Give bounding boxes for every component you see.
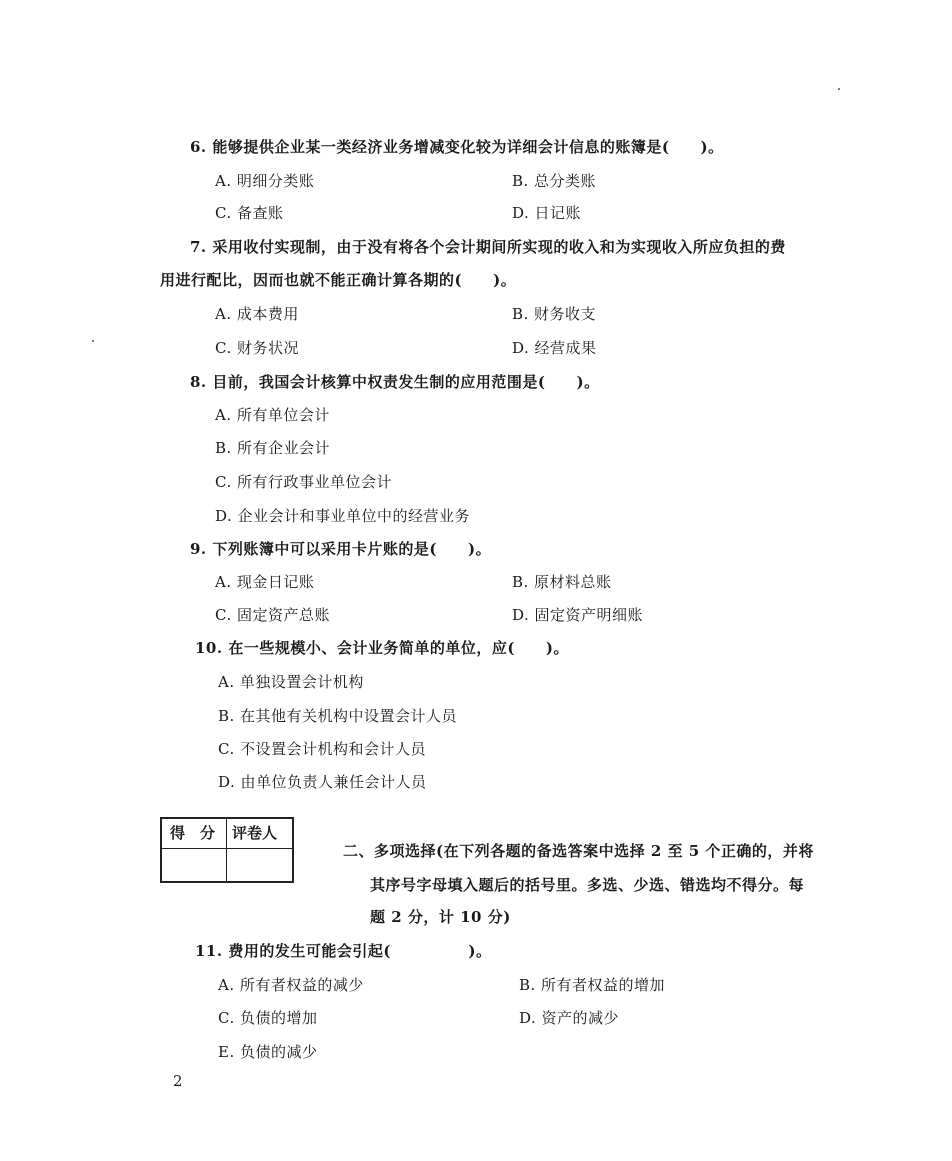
question-9-option-a: A. 现金日记账 bbox=[215, 573, 315, 591]
question-6-option-b: B. 总分类账 bbox=[512, 172, 597, 190]
question-8-option-b: B. 所有企业会计 bbox=[215, 439, 331, 457]
question-10-option-a: A. 单独设置会计机构 bbox=[218, 673, 364, 691]
question-9-option-b: B. 原材料总账 bbox=[512, 573, 612, 591]
question-7-option-d: D. 经营成果 bbox=[512, 339, 597, 357]
question-8-option-c: C. 所有行政事业单位会计 bbox=[215, 473, 392, 491]
question-11-option-e: E. 负债的减少 bbox=[218, 1043, 318, 1061]
question-9-option-d: D. 固定资产明细账 bbox=[512, 606, 644, 624]
page-number: 2 bbox=[173, 1072, 183, 1090]
question-7-stem-line2: 用进行配比，因而也就不能正确计算各期的( )。 bbox=[160, 271, 517, 289]
section-2-title-line2: 其序号字母填入题后的括号里。多选、少选、错选均不得分。每 bbox=[370, 876, 805, 894]
question-10-option-c: C. 不设置会计机构和会计人员 bbox=[218, 740, 426, 758]
question-7-option-b: B. 财务收支 bbox=[512, 305, 597, 323]
question-6-option-c: C. 备查账 bbox=[215, 204, 284, 222]
question-11-option-c: C. 负债的增加 bbox=[218, 1009, 318, 1027]
question-6-option-d: D. 日记账 bbox=[512, 204, 582, 222]
section-2-title-line1: 二、多项选择(在下列各题的备选答案中选择 2 至 5 个正确的，并将 bbox=[343, 842, 814, 860]
question-11-option-a: A. 所有者权益的减少 bbox=[218, 976, 364, 994]
question-8-option-d: D. 企业会计和事业单位中的经营业务 bbox=[215, 507, 471, 525]
question-10-option-b: B. 在其他有关机构中设置会计人员 bbox=[218, 707, 458, 725]
score-label: 得 分 bbox=[170, 824, 216, 842]
question-7-option-c: C. 财务状况 bbox=[215, 339, 299, 357]
question-11-option-d: D. 资产的减少 bbox=[519, 1009, 620, 1027]
scan-speck bbox=[92, 340, 94, 342]
question-7-option-a: A. 成本费用 bbox=[215, 305, 299, 323]
question-11-stem: 11. 费用的发生可能会引起( )。 bbox=[195, 942, 492, 960]
scan-speck bbox=[838, 88, 840, 90]
question-10-option-d: D. 由单位负责人兼任会计人员 bbox=[218, 773, 427, 791]
score-table-divider bbox=[162, 848, 292, 849]
question-8-stem: 8. 目前，我国会计核算中权责发生制的应用范围是( )。 bbox=[190, 373, 600, 391]
section-2-title-line3: 题 2 分，计 10 分) bbox=[370, 908, 511, 926]
question-6-stem: 6. 能够提供企业某一类经济业务增减变化较为详细会计信息的账簿是( )。 bbox=[190, 138, 724, 156]
grader-label: 评卷人 bbox=[232, 824, 278, 842]
question-11-option-b: B. 所有者权益的增加 bbox=[519, 976, 666, 994]
score-table-divider bbox=[226, 819, 227, 881]
question-9-stem: 9. 下列账簿中可以采用卡片账的是( )。 bbox=[190, 540, 492, 558]
question-10-stem: 10. 在一些规模小、会计业务简单的单位，应( )。 bbox=[195, 639, 570, 657]
question-7-stem-line1: 7. 采用收付实现制，由于没有将各个会计期间所实现的收入和为实现收入所应负担的费 bbox=[190, 238, 786, 256]
question-9-option-c: C. 固定资产总账 bbox=[215, 606, 330, 624]
question-8-option-a: A. 所有单位会计 bbox=[215, 406, 330, 424]
question-6-option-a: A. 明细分类账 bbox=[215, 172, 315, 190]
score-table bbox=[160, 817, 294, 883]
